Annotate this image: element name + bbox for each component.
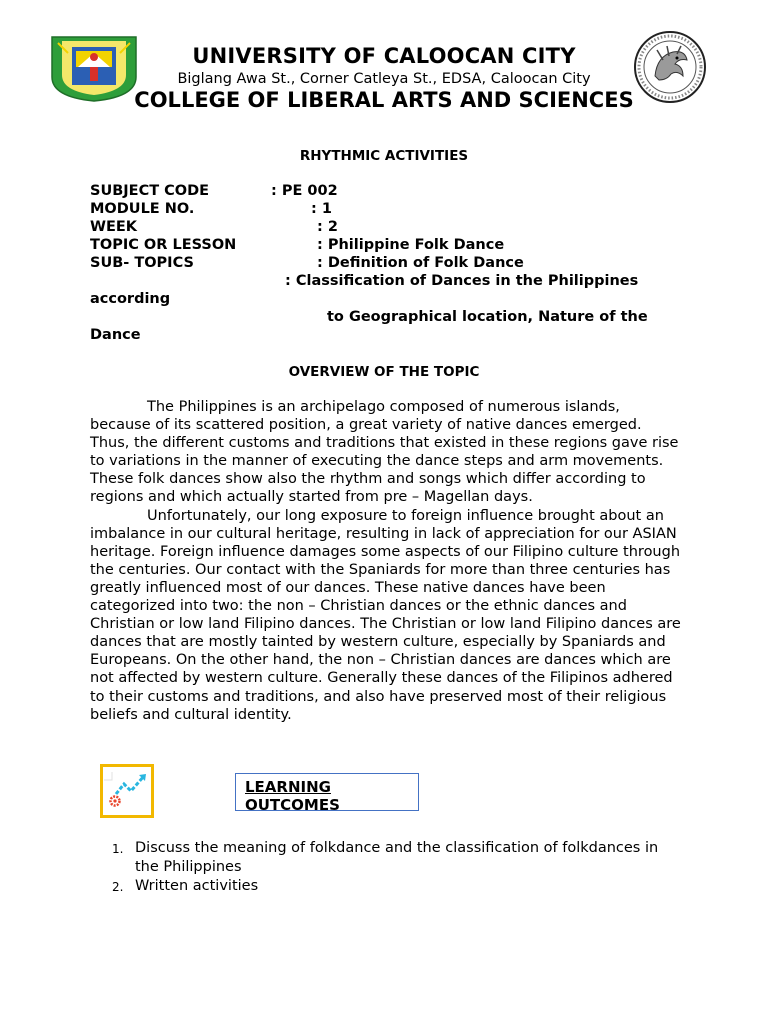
list-text: Discuss the meaning of folkdance and the classification of folkdances in the Philippines	[135, 840, 659, 875]
subtopic-2-line-4: Dance	[90, 327, 141, 343]
subject-code-value: : PE 002	[271, 183, 338, 199]
subtopic-2-line-2: according	[90, 291, 171, 307]
module-label: MODULE NO.	[90, 201, 195, 217]
week-value: : 2	[317, 219, 338, 235]
list-item	[90, 839, 682, 877]
list-text: Written activities	[135, 878, 259, 894]
subtopics-label: SUB- TOPICS	[90, 255, 194, 271]
overview-heading: OVERVIEW OF THE TOPIC	[288, 364, 480, 380]
learning-outcomes-list	[90, 839, 682, 896]
subtopic-2-line-1: : Classification of Dances in the Philippines	[285, 273, 639, 289]
topic-value: : Philippine Folk Dance	[317, 237, 505, 253]
growth-chart-gear-icon	[100, 764, 154, 818]
list-number: 2.	[112, 880, 124, 894]
document-title: RHYTHMIC ACTIVITIES	[299, 148, 469, 164]
college-name: COLLEGE OF LIBERAL ARTS AND SCIENCES	[134, 88, 634, 112]
university-address: Biglang Awa St., Corner Catleya St., EDSA, Caloocan City	[177, 71, 591, 87]
module-value: : 1	[311, 201, 332, 217]
university-name: UNIVERSITY OF CALOOCAN CITY	[192, 44, 576, 68]
list-number: 1.	[112, 842, 124, 856]
list-item	[90, 877, 682, 896]
topic-label: TOPIC OR LESSON	[90, 237, 237, 253]
overview-body	[90, 398, 682, 724]
subtopic-2-line-3: to Geographical location, Nature of the	[327, 309, 648, 325]
learning-outcomes-heading: LEARNING OUTCOMES	[235, 773, 419, 811]
week-label: WEEK	[90, 219, 138, 235]
subject-code-label: SUBJECT CODE	[90, 183, 210, 199]
overview-paragraph: Unfortunately, our long exposure to foreign influence brought about an imbalance in our cultural heritage, resulting in lack of appreciation for our ASIAN heritage. Foreign influence damages some aspects of our Filipino culture through the centuries. Our contact with the Spaniards for more than three centuries has greatly influenced most of our dances. These native dances have been categorized into two: the non – Christian dances or the ethnic dances and Christian or low land Filipino dances. The Christian or low land Filipino dances are dances that are mostly tainted by western culture, especially by Spaniards and Europeans. On the other hand, the non – Christian dances are dances which are not affected by western culture. Generally these dances of the Filipinos adhered to their customs and traditions, and also have preserved most of their religious beliefs and cultural identity.	[90, 507, 681, 723]
overview-paragraph: The Philippines is an archipelago composed of numerous islands, because of its scattered position, a great variety of native dances emerged. Thus, the different customs and traditions that existed in these regions gave rise to variations in the manner of executing the dance steps and arm movements. These folk dances show also the rhythm and songs which differ according to regions and which actually started from pre – Magellan days.	[90, 399, 679, 506]
subtopic-1: : Definition of Folk Dance	[317, 255, 524, 271]
